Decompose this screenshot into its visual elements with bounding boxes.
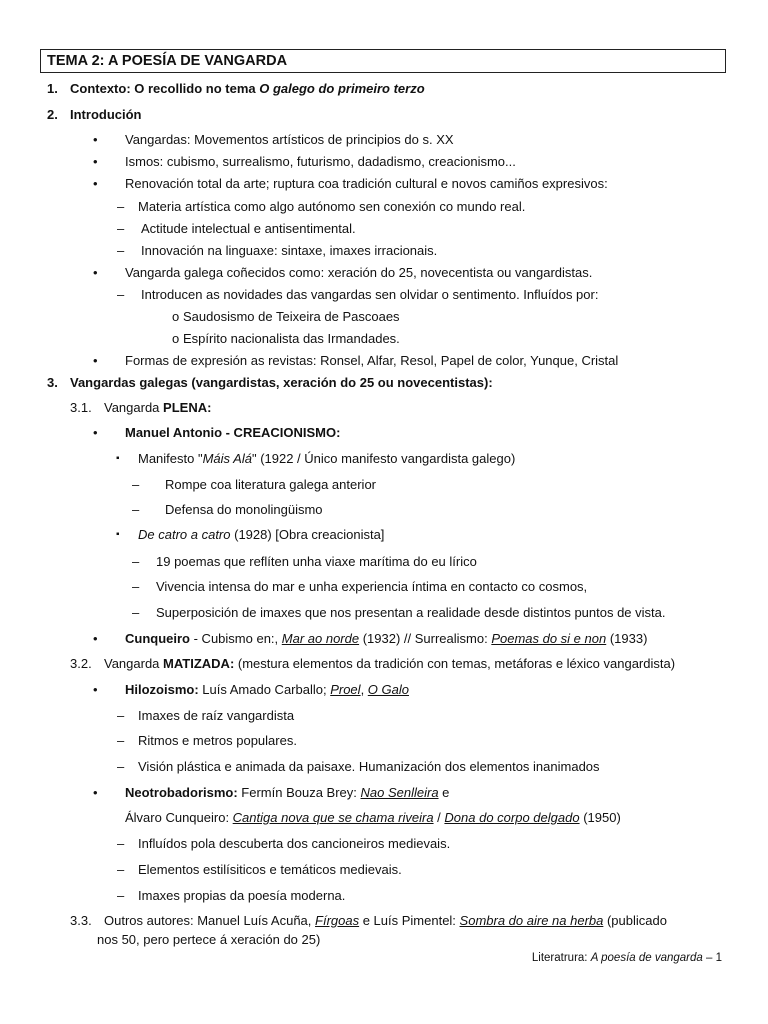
work-o-galo: O Galo xyxy=(367,682,409,697)
subsection-3-2-pre: Vangarda xyxy=(104,656,164,671)
bullet-marker: • xyxy=(93,682,98,697)
intro-subitem-actitude: Actitude intelectual e antisentimental. xyxy=(141,221,356,236)
dash-marker: – xyxy=(132,554,140,569)
section-3-heading: Vangardas galegas (vangardistas, xeración do 25 ou novecentistas): xyxy=(70,375,493,390)
work-dona-do-corpo-delgado: Dona do corpo delgado xyxy=(444,810,580,825)
intro-item-vangarda-galega: Vangarda galega coñecidos como: xeración do 25, novecentista ou vangardistas. xyxy=(125,265,593,280)
subsection-3-2-post: (mestura elementos da tradición con temas, metáforas e léxico vangardista) xyxy=(234,656,676,671)
alvaro-text-1: Álvaro Cunqueiro: xyxy=(125,810,233,825)
subsection-3-1-heading xyxy=(104,400,211,416)
section-2-number: 2. xyxy=(47,107,58,122)
circle-marker: o xyxy=(172,331,180,346)
catro-point-2: Vivencia intensa do mar e unha experiencia íntima en contacto co cosmos, xyxy=(156,579,588,594)
footer-pre: Literatrura: xyxy=(531,952,591,964)
neotrobadorismo-point-2: Elementos estilísiticos e temáticos medievais. xyxy=(138,862,402,877)
work-de-catro-a-catro-title: De catro a catro xyxy=(138,527,231,542)
hilozoismo-point-1: Imaxes de raíz vangardista xyxy=(138,708,295,723)
subsection-3-3-number: 3.3. xyxy=(70,913,92,928)
hilozoismo-text-1: Luís Amado Carballo; xyxy=(198,682,331,697)
hilozoismo-text-2: , xyxy=(360,682,368,697)
section-1-heading xyxy=(70,81,425,97)
dash-marker: – xyxy=(117,287,125,302)
intro-item-vangardas: Vangardas: Movementos artísticos de principios do s. XX xyxy=(125,132,454,147)
work-sombra-do-aire-na-herba: Sombra do aire na herba xyxy=(459,913,604,928)
work-de-catro-a-catro-post: (1928) [Obra creacionista] xyxy=(230,527,385,542)
hilozoismo-label: Hilozoismo: xyxy=(125,682,199,697)
dash-marker: – xyxy=(132,477,140,492)
dash-marker: – xyxy=(117,836,125,851)
subsection-3-1-label: PLENA: xyxy=(163,400,212,415)
dash-marker: – xyxy=(132,579,140,594)
hilozoismo-point-3: Visión plástica e animada da paisaxe. Humanización dos elementos inanimados xyxy=(138,759,600,774)
bullet-marker: • xyxy=(93,785,98,800)
dash-marker: – xyxy=(117,708,125,723)
work-proel: Proel xyxy=(330,682,361,697)
author-cunqueiro xyxy=(125,631,647,647)
dash-marker: – xyxy=(117,888,125,903)
dash-marker: – xyxy=(117,243,125,258)
intro-subitem-innovacion: Innovación na linguaxe: sintaxe, imaxes irracionais. xyxy=(141,243,438,258)
dash-marker: – xyxy=(132,605,140,620)
intro-item-renovacion: Renovación total da arte; ruptura coa tradición cultural e novos camiños expresivos: xyxy=(125,176,608,191)
subsection-3-3-line-1 xyxy=(104,913,667,929)
neotrobadorismo-item xyxy=(125,785,449,801)
cunqueiro-name: Cunqueiro xyxy=(125,631,190,646)
dash-marker: – xyxy=(117,862,125,877)
bullet-marker: • xyxy=(93,176,98,191)
bullet-marker: • xyxy=(93,631,98,646)
dash-marker: – xyxy=(117,759,125,774)
cunqueiro-text-3: (1933) xyxy=(606,631,648,646)
mais-ala-point-1: Rompe coa literatura galega anterior xyxy=(165,477,377,492)
cunqueiro-text-1: - Cubismo en:, xyxy=(190,631,282,646)
alvaro-text-2: / xyxy=(433,810,445,825)
subsection-3-2-number: 3.2. xyxy=(70,656,92,671)
bullet-marker: • xyxy=(93,265,98,280)
influence-saudosismo: Saudosismo de Teixeira de Pascoaes xyxy=(183,309,400,324)
section-3-number: 3. xyxy=(47,375,58,390)
dash-marker: – xyxy=(117,199,125,214)
intro-item-revistas: Formas de expresión as revistas: Ronsel, Alfar, Resol, Papel de color, Yunque, Cristal xyxy=(125,353,619,368)
catro-point-1: 19 poemas que reflíten unha viaxe marítima do eu lírico xyxy=(156,554,477,569)
section-1-number: 1. xyxy=(47,81,58,96)
neotrobadorismo-label: Neotrobadorismo: xyxy=(125,785,238,800)
work-mais-ala-title: Máis Alá xyxy=(202,451,252,466)
hilozoismo-item xyxy=(125,682,409,698)
intro-item-ismos: Ismos: cubismo, surrealismo, futurismo, dadadismo, creacionismo... xyxy=(125,154,516,169)
neotrobadorismo-point-1: Influídos pola descuberta dos cancioneiros medievais. xyxy=(138,836,451,851)
page-footer xyxy=(532,950,722,966)
outros-text-1: Outros autores: Manuel Luís Acuña, xyxy=(104,913,316,928)
influence-irmandades: Espírito nacionalista das Irmandades. xyxy=(183,331,400,346)
cunqueiro-text-2: (1932) // Surrealismo: xyxy=(359,631,492,646)
work-cantiga-nova: Cantiga nova que se chama riveira xyxy=(232,810,434,825)
work-mar-ao-norde: Mar ao norde xyxy=(281,631,360,646)
work-mais-ala xyxy=(138,451,515,467)
title-box xyxy=(40,49,726,73)
section-2-heading: Introdución xyxy=(70,107,142,122)
square-marker: ▪ xyxy=(116,453,120,464)
subsection-3-2-label: MATIZADA: xyxy=(163,656,235,671)
footer-title: A poesía de vangarda xyxy=(590,952,703,964)
outros-text-2: e Luís Pimentel: xyxy=(359,913,460,928)
work-poemas-do-si-e-non: Poemas do si e non xyxy=(491,631,607,646)
hilozoismo-point-2: Ritmos e metros populares. xyxy=(138,733,297,748)
section-1-label: Contexto: O recollido no tema xyxy=(70,81,260,96)
page-title: TEMA 2: A POESÍA DE VANGARDA xyxy=(47,53,288,69)
subsection-3-1-pre: Vangarda xyxy=(104,400,164,415)
neotrobadorismo-text-2: e xyxy=(438,785,450,800)
circle-marker: o xyxy=(172,309,180,324)
square-marker: ▪ xyxy=(116,529,120,540)
mais-ala-point-2: Defensa do monolingüismo xyxy=(165,502,323,517)
footer-page-number: – 1 xyxy=(702,952,722,964)
bullet-marker: • xyxy=(93,154,98,169)
work-nao-senlleira: Nao Senlleira xyxy=(360,785,439,800)
work-de-catro-a-catro xyxy=(138,527,384,543)
neotrobadorismo-text-1: Fermín Bouza Brey: xyxy=(237,785,361,800)
author-manuel-antonio: Manuel Antonio - CREACIONISMO: xyxy=(125,425,341,440)
work-mais-ala-pre: Manifesto " xyxy=(138,451,203,466)
subsection-3-3-line-2: nos 50, pero pertece á xeración do 25) xyxy=(97,932,321,947)
subsection-3-1-number: 3.1. xyxy=(70,400,92,415)
alvaro-text-3: (1950) xyxy=(579,810,621,825)
section-1-ref: O galego do primeiro terzo xyxy=(259,81,425,96)
alvaro-cunqueiro-line xyxy=(125,810,621,826)
bullet-marker: • xyxy=(93,132,98,147)
dash-marker: – xyxy=(117,733,125,748)
catro-point-3: Superposición de imaxes que nos presentan a realidade desde distintos puntos de vista. xyxy=(156,605,666,620)
dash-marker: – xyxy=(117,221,125,236)
bullet-marker: • xyxy=(93,425,98,440)
neotrobadorismo-point-3: Imaxes propias da poesía moderna. xyxy=(138,888,346,903)
work-firgoas: Fírgoas xyxy=(315,913,360,928)
outros-text-3: (publicado xyxy=(603,913,667,928)
work-mais-ala-post: " (1922 / Único manifesto vangardista galego) xyxy=(251,451,516,466)
dash-marker: – xyxy=(132,502,140,517)
subsection-3-2-heading xyxy=(104,656,675,672)
intro-subitem-materia: Materia artística como algo autónomo sen conexión co mundo real. xyxy=(138,199,526,214)
intro-subitem-introducen: Introducen as novidades das vangardas sen olvidar o sentimento. Influídos por: xyxy=(141,287,599,302)
bullet-marker: • xyxy=(93,353,98,368)
